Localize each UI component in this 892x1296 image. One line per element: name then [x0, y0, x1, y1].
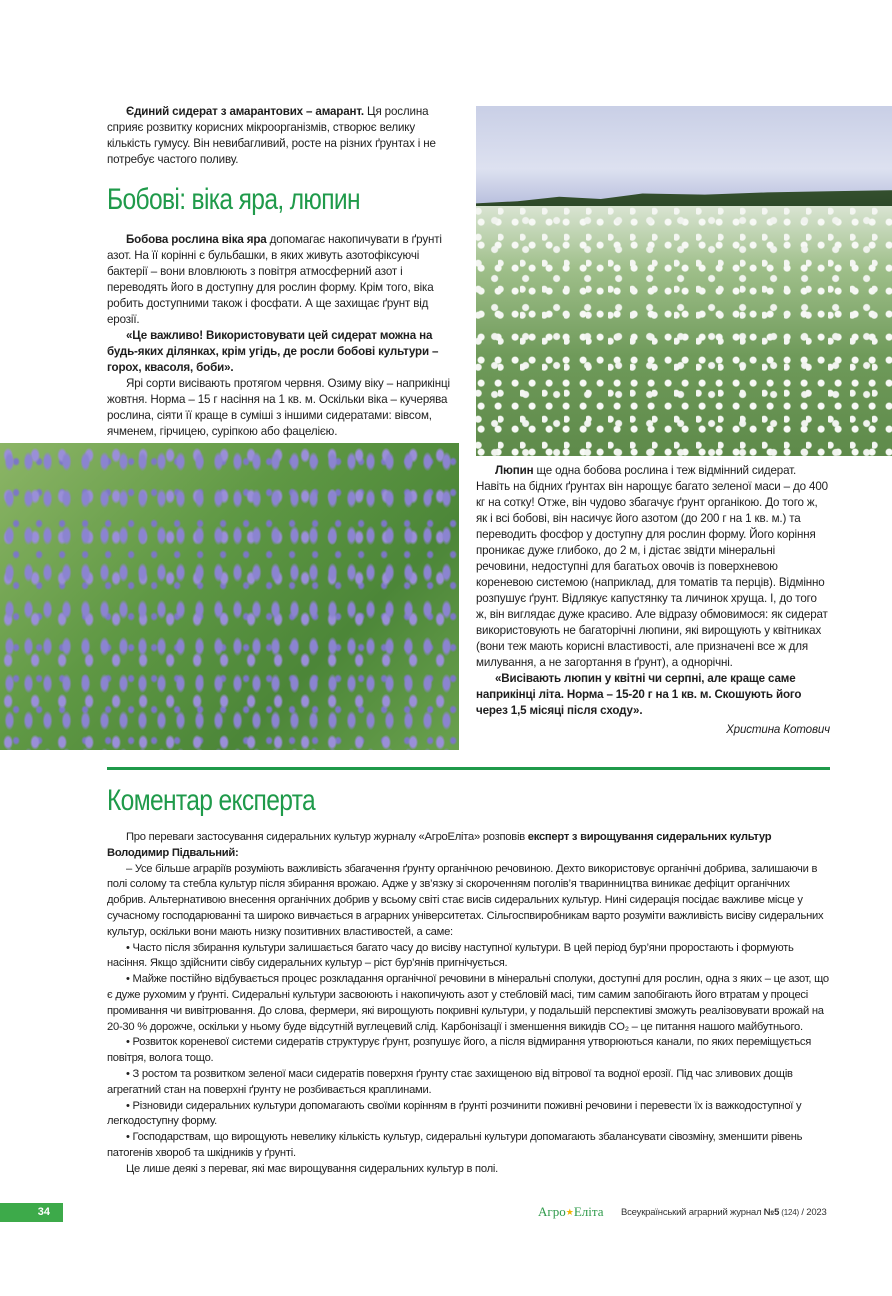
- lupin-quote: [476, 671, 830, 719]
- logo-right: Еліта: [573, 1204, 604, 1219]
- logo-left: Агро: [538, 1204, 566, 1219]
- lupin-lead: Люпин: [495, 464, 534, 477]
- section-divider: [107, 767, 830, 770]
- intro-lead: Єдиний сидерат з амарантових – амарант.: [126, 105, 364, 118]
- expert-name: експерт з вирощування сидеральних культур Володимир Підвальний:: [107, 831, 772, 859]
- expert-paragraph: – Усе більше аграріїв розуміють важливість збагачення ґрунту органічною речовиною. Дехто використовує органічні добрива, залишаючи в полі солому та стебла культур після збирання врожаю. Адже у зв’язку зі скороченням поголів’я тваринництва виникає дефіцит органічних добрив. Альтернативою внесення органічних добрив у всьому світі стає висів сидеральних культур. Нині сидерація посідає важливе місце у сучасному господарюванні та широко вивчається в аграрних університетах. Сільгоспвиробникам варто розуміти важливість висіву сидеральних культур, оскільки вони мають низку позитивних властивостей, а саме:: [107, 862, 824, 938]
- benefit-item: • З ростом та розвитком зеленої маси сидератів поверхня ґрунту стає захищеною від вітрової та водної ерозії. Під час зливових дощів агрегатний стан на поверхні ґрунту не розбивається краплинами.: [107, 1067, 793, 1096]
- lupin-column: [476, 463, 830, 738]
- page-number-badge: 34: [0, 1203, 63, 1222]
- benefit-item: • Майже постійно відбувається процес розкладання органічної речовини в мінеральні сполуки, доступні для рослин, одна з яких – це азот, що є дуже рухомим у ґрунті. Сидеральні культури засвоюють і накопичують азот у стебловій масі, тим самим запобігають його втратам у процесі промивання чи вивітрювання. До слова, фермери, які вирощують покривні культури, у подальшій перспективі зможуть реалізовувати врожай на 20-30 % дорожче, оскільки у ньому буде відсутній вуглецевий слід. Карбонізації і зменшення викидів CO₂ – це питання нашого майбутнього.: [107, 973, 829, 1033]
- expert-intro-text: Про переваги застосування сидеральних культур журналу «АгроЕліта» розповів: [126, 831, 528, 843]
- vetch-photo: [0, 443, 459, 750]
- expert-closing: Це лише деякі з переваг, які має вирощування сидеральних культур в полі.: [126, 1162, 498, 1175]
- benefit-item: • Часто після збирання культури залишається багато часу до висіву наступної культури. В цей період бур’яни проростають і формують насіння. Якщо здійснити сівбу сидеральних культур – ріст бур’янів пригнічується.: [107, 941, 794, 970]
- benefit-item: • Господарствам, що вирощують невелику кількість культур, сидеральні культури допомагають збалансувати сівозміну, зменшити рівень патогенів хвороб та шкідників у ґрунті.: [107, 1131, 803, 1159]
- lupin-text: ще одна бобова рослина і теж відмінний сидерат. Навіть на бідних ґрунтах він нарощує багато зеленої маси – до 400 кг на сотку! Отже, він чудово збагачує ґрунт органікою. До того ж, як і всі бобові, він насичує його азотом (до 200 г на 1 кв. м.) та переводить фосфор у доступну для рослин форму. Його коріння проникає дуже глибоко, до 2 м, і дістає звідти мінеральні речовини, недоступні для багатьох овочів із поверхневою кореневою системою (наприклад, для томатів та перців). Відмінно розпушує ґрунт. Відлякує капустянку та личинок хруща. І, до того ж, він виглядає дуже красиво. Але відразу обмовимося: як сидерат використовують не багаторічні люпини, які вирощують у квітниках (вони теж мають корисні властивості, але призначені все ж для милування, а не загортання в ґрунт), а однорічні.: [476, 464, 828, 669]
- legumes-body: [107, 232, 459, 440]
- vetch-text: допомагає накопичувати в ґрунті азот. На її корінні є бульбашки, в яких живуть азотофіксуючі бактерії – вони вловлюють з повітря атмосферний азот і переводять його в доступну для рослин форму. Крім того, віка робить доступними також і фосфати. А ще захищає ґрунт від ерозії.: [107, 233, 442, 326]
- journal-info: [621, 1206, 827, 1219]
- lupin-quote-text: «Висівають люпин у квітні чи серпні, але краще саме наприкінці літа. Норма – 15-20 г на 1 кв. м. Скошують його через 1,5 місяці після сходу».: [476, 672, 802, 717]
- intro-paragraph: [107, 104, 459, 168]
- expert-body: [107, 830, 830, 1178]
- journal-title: Всеукраїнський аграрний журнал: [621, 1207, 764, 1218]
- issue-year: / 2023: [798, 1207, 827, 1218]
- section-heading-expert: Коментар експерта: [107, 784, 316, 817]
- benefit-item: • Розвиток кореневої системи сидератів структурує ґрунт, розпушує його, а після відмирання утворюються канали, по яких переміщується повітря, волога тощо.: [107, 1036, 812, 1065]
- intro-text: Ця рослина сприяє розвитку корисних мікроорганізмів, створює велику кількість гумусу. Він невибагливий, росте на різних ґрунтах і не потребує частого поливу.: [107, 105, 436, 166]
- lupin-field-photo: [476, 106, 892, 456]
- star-icon: ★: [565, 1207, 574, 1217]
- issue-number: №5: [763, 1207, 780, 1218]
- vetch-paragraph: [107, 232, 459, 328]
- author-name: Христина Котович: [726, 723, 830, 736]
- vetch-sowing-paragraph: Ярі сорти висівають протягом червня. Озиму віку – наприкінці жовтня. Норма – 15 г насіння на 1 кв. м. Оскільки віка – кучерява рослина, сіяти її краще в суміші з іншими сидератами: вівсом, ячменем, гірчицею, суріпкою або фацелією.: [107, 377, 450, 438]
- expert-intro: [107, 830, 830, 862]
- vetch-quote: [107, 328, 459, 376]
- left-column: [107, 104, 459, 168]
- lupin-paragraph: [476, 463, 830, 671]
- issue-total: (124): [779, 1208, 799, 1217]
- section-heading-legumes: Бобові: віка яра, люпин: [107, 183, 360, 216]
- vetch-lead: Бобова рослина віка яра: [126, 233, 267, 246]
- vetch-quote-text: «Це важливо! Використовувати цей сидерат можна на будь-яких ділянках, крім угідь, де росли бобові культури – горох, квасоля, боби».: [107, 329, 439, 374]
- lupin-flowers: [476, 206, 892, 456]
- benefit-item: • Різновиди сидеральних культури допомагають своїми корінням в ґрунті розчинити поживні речовини і перевести їх із важкодоступної у легкодоступну форму.: [107, 1099, 802, 1128]
- agroelita-logo: [538, 1204, 603, 1220]
